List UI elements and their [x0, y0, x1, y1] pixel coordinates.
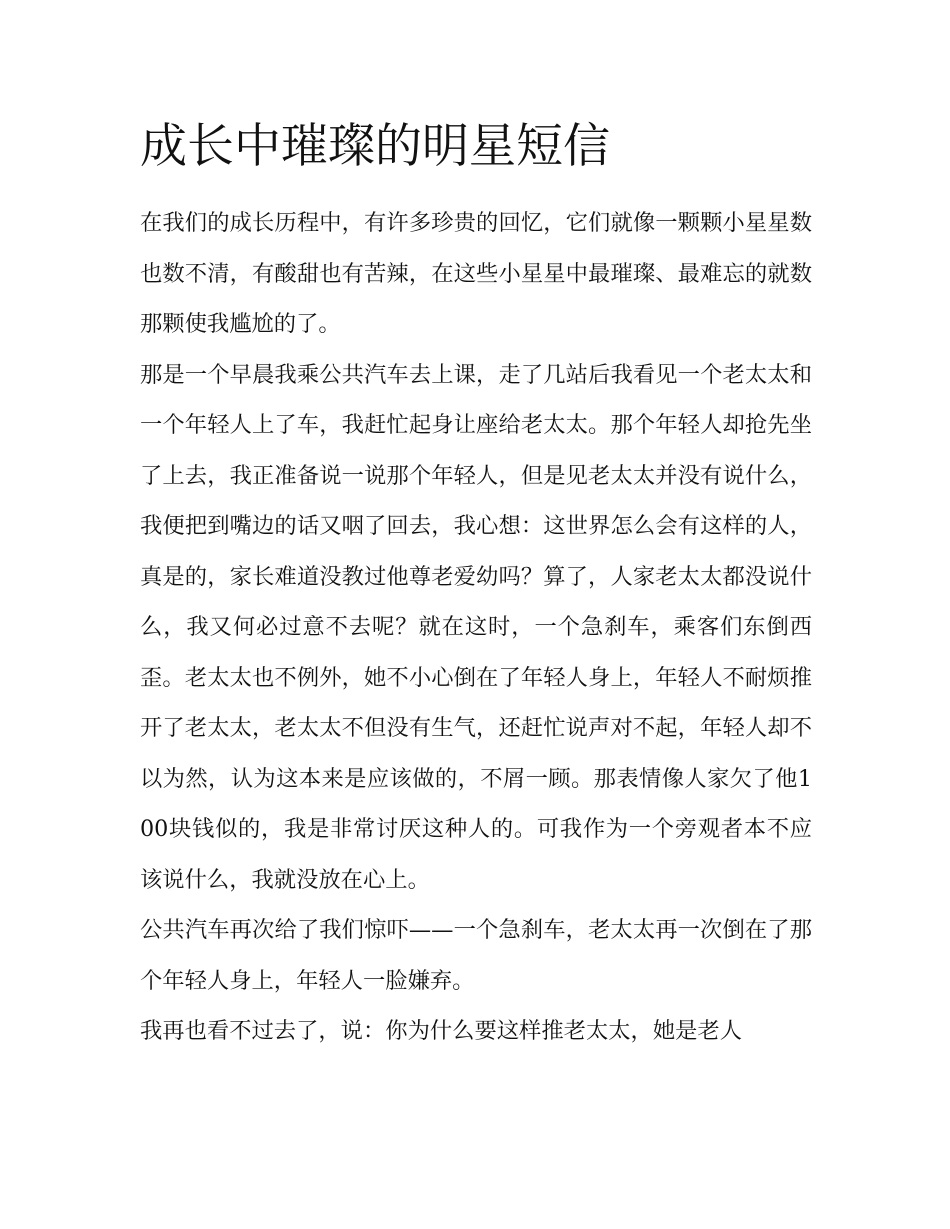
- paragraph-3: 公共汽车再次给了我们惊吓——一个急刹车，老太太再一次倒在了那个年轻人身上，年轻人一脸嫌弃。: [140, 917, 812, 994]
- paragraph-2: 那是一个早晨我乘公共汽车去上课，走了几站后我看见一个老太太和一个年轻人上了车，我赶忙起身让座给老太太。那个年轻人却抢先坐了上去，我正准备说一说那个年轻人，但是见老太太并没有说什么，我便把到嘴边的话又咽了回去，我心想：这世界怎么会有这样的人，真是的，家长难道没教过他尊老爱幼吗？算了，人家老太太都没说什么，我又何必过意不去呢？就在这时，一个急刹车，乘客们东倒西歪。老太太也不例外，她不小心倒在了年轻人身上，年轻人不耐烦推开了老太太，老太太不但没有生气，还赶忙说声对不起，年轻人却不以为然，认为这本来是应该做的，不屑一顾。那表情像人家欠了他100块钱似的，我是非常讨厌这种人的。可我作为一个旁观者本不应该说什么，我就没放在心上。: [140, 361, 812, 893]
- page-title: 成长中璀璨的明星短信: [140, 119, 610, 174]
- paragraph-1: 在我们的成长历程中，有许多珍贵的回忆，它们就像一颗颗小星星数也数不清，有酸甜也有苦辣，在这些小星星中最璀璨、最难忘的就数那颗使我尴尬的了。: [140, 210, 812, 337]
- paragraph-4: 我再也看不过去了，说：你为什么要这样推老太太，她是老人: [140, 1018, 743, 1044]
- document-body: [140, 112, 812, 1057]
